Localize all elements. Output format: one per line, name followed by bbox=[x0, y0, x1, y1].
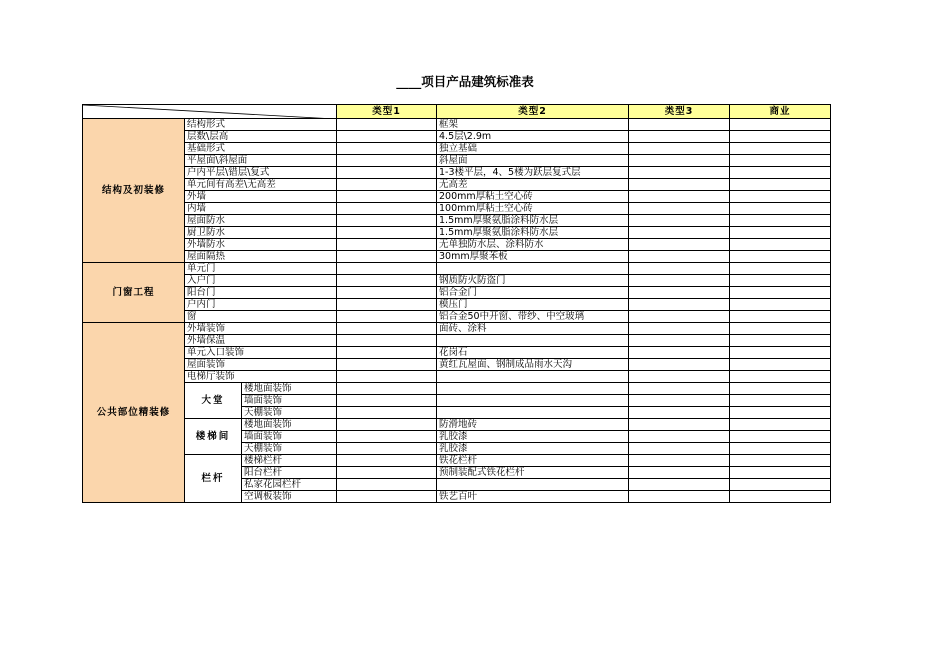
type3-cell bbox=[629, 143, 730, 155]
commercial-cell bbox=[730, 479, 831, 491]
subgroup-label: 大堂 bbox=[185, 383, 242, 419]
type2-cell: 铝合金50中开窗、带纱、中空玻璃 bbox=[437, 311, 629, 323]
item-cell: 外墙 bbox=[185, 191, 337, 203]
type1-cell bbox=[337, 203, 437, 215]
diagonal-line bbox=[83, 105, 335, 119]
type3-cell bbox=[629, 215, 730, 227]
type1-cell bbox=[337, 299, 437, 311]
type1-cell bbox=[337, 359, 437, 371]
type3-cell bbox=[629, 479, 730, 491]
item-cell: 楼梯栏杆 bbox=[242, 455, 337, 467]
table-row bbox=[83, 455, 831, 467]
type3-cell bbox=[629, 359, 730, 371]
type1-cell bbox=[337, 455, 437, 467]
type2-cell: 独立基础 bbox=[437, 143, 629, 155]
item-cell: 单元入口装饰 bbox=[185, 347, 337, 359]
type2-cell: 框架 bbox=[437, 119, 629, 131]
commercial-cell bbox=[730, 143, 831, 155]
item-cell: 层数\层高 bbox=[185, 131, 337, 143]
type1-cell bbox=[337, 263, 437, 275]
category-public: 公共部位精装修 bbox=[83, 323, 185, 503]
type2-cell: 钢质防火防盗门 bbox=[437, 275, 629, 287]
item-cell: 外墙防水 bbox=[185, 239, 337, 251]
commercial-cell bbox=[730, 227, 831, 239]
item-cell: 阳台门 bbox=[185, 287, 337, 299]
item-cell: 楼地面装饰 bbox=[242, 419, 337, 431]
type3-cell bbox=[629, 227, 730, 239]
diagonal-header-cell bbox=[83, 105, 337, 119]
type1-cell bbox=[337, 467, 437, 479]
item-cell: 天棚装饰 bbox=[242, 407, 337, 419]
item-cell: 外墙保温 bbox=[185, 335, 337, 347]
table-row bbox=[83, 227, 831, 239]
type2-cell: 100mm厚粘土空心砖 bbox=[437, 203, 629, 215]
header-type1: 类型1 bbox=[337, 105, 437, 119]
item-cell: 空调板装饰 bbox=[242, 491, 337, 503]
table-row bbox=[83, 311, 831, 323]
commercial-cell bbox=[730, 287, 831, 299]
commercial-cell bbox=[730, 263, 831, 275]
commercial-cell bbox=[730, 467, 831, 479]
type3-cell bbox=[629, 371, 730, 383]
subgroup-label: 栏杆 bbox=[185, 455, 242, 503]
commercial-cell bbox=[730, 347, 831, 359]
commercial-cell bbox=[730, 359, 831, 371]
commercial-cell bbox=[730, 419, 831, 431]
type3-cell bbox=[629, 179, 730, 191]
type2-cell bbox=[437, 335, 629, 347]
type1-cell bbox=[337, 239, 437, 251]
type2-cell bbox=[437, 479, 629, 491]
type1-cell bbox=[337, 251, 437, 263]
type3-cell bbox=[629, 455, 730, 467]
type1-cell bbox=[337, 323, 437, 335]
type2-cell: 面砖、涂料 bbox=[437, 323, 629, 335]
type2-cell: 4.5层\2.9m bbox=[437, 131, 629, 143]
type1-cell bbox=[337, 443, 437, 455]
table-row bbox=[83, 119, 831, 131]
type3-cell bbox=[629, 323, 730, 335]
commercial-cell bbox=[730, 131, 831, 143]
item-cell: 平屋面\斜屋面 bbox=[185, 155, 337, 167]
type3-cell bbox=[629, 167, 730, 179]
type2-cell bbox=[437, 395, 629, 407]
type1-cell bbox=[337, 275, 437, 287]
header-type2: 类型2 bbox=[437, 105, 629, 119]
table-row bbox=[83, 251, 831, 263]
type1-cell bbox=[337, 227, 437, 239]
type1-cell bbox=[337, 119, 437, 131]
commercial-cell bbox=[730, 119, 831, 131]
type1-cell bbox=[337, 491, 437, 503]
table-row bbox=[83, 287, 831, 299]
page-title: ____项目产品建筑标准表 bbox=[396, 74, 534, 89]
type3-cell bbox=[629, 335, 730, 347]
type2-cell: 无单独防水层、涂料防水 bbox=[437, 239, 629, 251]
type1-cell bbox=[337, 419, 437, 431]
table-row bbox=[83, 239, 831, 251]
commercial-cell bbox=[730, 455, 831, 467]
type2-cell: 200mm厚粘土空心砖 bbox=[437, 191, 629, 203]
item-cell: 墙面装饰 bbox=[242, 395, 337, 407]
item-cell: 单元门 bbox=[185, 263, 337, 275]
type3-cell bbox=[629, 263, 730, 275]
type2-cell: 乳胶漆 bbox=[437, 443, 629, 455]
item-cell: 墙面装饰 bbox=[242, 431, 337, 443]
type1-cell bbox=[337, 155, 437, 167]
type3-cell bbox=[629, 275, 730, 287]
commercial-cell bbox=[730, 155, 831, 167]
type2-cell: 斜屋面 bbox=[437, 155, 629, 167]
type3-cell bbox=[629, 395, 730, 407]
type3-cell bbox=[629, 443, 730, 455]
type1-cell bbox=[337, 179, 437, 191]
type2-cell: 防滑地砖 bbox=[437, 419, 629, 431]
type2-cell: 1.5mm厚聚氨脂涂料防水层 bbox=[437, 215, 629, 227]
table-row bbox=[83, 347, 831, 359]
type1-cell bbox=[337, 407, 437, 419]
type3-cell bbox=[629, 491, 730, 503]
commercial-cell bbox=[730, 275, 831, 287]
type3-cell bbox=[629, 119, 730, 131]
commercial-cell bbox=[730, 191, 831, 203]
header-type3: 类型3 bbox=[629, 105, 730, 119]
type2-cell: 30mm厚聚苯板 bbox=[437, 251, 629, 263]
type1-cell bbox=[337, 335, 437, 347]
item-cell: 私家花园栏杆 bbox=[242, 479, 337, 491]
item-cell: 入户门 bbox=[185, 275, 337, 287]
table-row bbox=[83, 335, 831, 347]
type3-cell bbox=[629, 299, 730, 311]
type2-cell bbox=[437, 383, 629, 395]
type1-cell bbox=[337, 371, 437, 383]
item-cell: 内墙 bbox=[185, 203, 337, 215]
type3-cell bbox=[629, 203, 730, 215]
type3-cell bbox=[629, 251, 730, 263]
type3-cell bbox=[629, 311, 730, 323]
type2-cell: 预制装配式铁花栏杆 bbox=[437, 467, 629, 479]
type3-cell bbox=[629, 419, 730, 431]
table-row bbox=[83, 299, 831, 311]
item-cell: 单元间有高差\无高差 bbox=[185, 179, 337, 191]
type2-cell bbox=[437, 263, 629, 275]
item-cell: 屋面装饰 bbox=[185, 359, 337, 371]
commercial-cell bbox=[730, 335, 831, 347]
type2-cell: 铝合金门 bbox=[437, 287, 629, 299]
type1-cell bbox=[337, 479, 437, 491]
item-cell: 结构形式 bbox=[185, 119, 337, 131]
subgroup-label: 楼梯间 bbox=[185, 419, 242, 455]
table-row bbox=[83, 263, 831, 275]
type3-cell bbox=[629, 239, 730, 251]
type3-cell bbox=[629, 467, 730, 479]
commercial-cell bbox=[730, 443, 831, 455]
type3-cell bbox=[629, 131, 730, 143]
commercial-cell bbox=[730, 179, 831, 191]
table-row bbox=[83, 167, 831, 179]
commercial-cell bbox=[730, 299, 831, 311]
commercial-cell bbox=[730, 323, 831, 335]
table-row bbox=[83, 155, 831, 167]
commercial-cell bbox=[730, 371, 831, 383]
item-cell: 天棚装饰 bbox=[242, 443, 337, 455]
type3-cell bbox=[629, 431, 730, 443]
item-cell: 阳台栏杆 bbox=[242, 467, 337, 479]
header-commercial: 商业 bbox=[730, 105, 831, 119]
commercial-cell bbox=[730, 215, 831, 227]
item-cell: 基础形式 bbox=[185, 143, 337, 155]
header-row bbox=[83, 105, 831, 119]
item-cell: 电梯厅装饰 bbox=[185, 371, 337, 383]
type2-cell: 铁艺百叶 bbox=[437, 491, 629, 503]
commercial-cell bbox=[730, 167, 831, 179]
type2-cell: 乳胶漆 bbox=[437, 431, 629, 443]
type1-cell bbox=[337, 143, 437, 155]
type1-cell bbox=[337, 191, 437, 203]
item-cell: 外墙装饰 bbox=[185, 323, 337, 335]
commercial-cell bbox=[730, 311, 831, 323]
item-cell: 户内平层\错层\复式 bbox=[185, 167, 337, 179]
table-row bbox=[83, 215, 831, 227]
commercial-cell bbox=[730, 431, 831, 443]
commercial-cell bbox=[730, 203, 831, 215]
type1-cell bbox=[337, 431, 437, 443]
type2-cell: 无高差 bbox=[437, 179, 629, 191]
item-cell: 屋面隔热 bbox=[185, 251, 337, 263]
table-row bbox=[83, 203, 831, 215]
item-cell: 户内门 bbox=[185, 299, 337, 311]
type1-cell bbox=[337, 287, 437, 299]
item-cell: 楼地面装饰 bbox=[242, 383, 337, 395]
type2-cell: 1-3楼平层，4、5楼为跃层复式层 bbox=[437, 167, 629, 179]
table-row bbox=[83, 131, 831, 143]
building-standard-table bbox=[82, 104, 831, 503]
commercial-cell bbox=[730, 251, 831, 263]
type3-cell bbox=[629, 155, 730, 167]
type3-cell bbox=[629, 287, 730, 299]
type1-cell bbox=[337, 167, 437, 179]
table-row bbox=[83, 323, 831, 335]
type3-cell bbox=[629, 347, 730, 359]
category-doors: 门窗工程 bbox=[83, 263, 185, 323]
commercial-cell bbox=[730, 491, 831, 503]
type2-cell: 花岗石 bbox=[437, 347, 629, 359]
type2-cell: 1.5mm厚聚氨脂涂料防水层 bbox=[437, 227, 629, 239]
table-row bbox=[83, 143, 831, 155]
table-row bbox=[83, 371, 831, 383]
table-row bbox=[83, 383, 831, 395]
type1-cell bbox=[337, 383, 437, 395]
type1-cell bbox=[337, 311, 437, 323]
type1-cell bbox=[337, 215, 437, 227]
commercial-cell bbox=[730, 383, 831, 395]
table-row bbox=[83, 359, 831, 371]
type3-cell bbox=[629, 383, 730, 395]
commercial-cell bbox=[730, 407, 831, 419]
type1-cell bbox=[337, 131, 437, 143]
item-cell: 屋面防水 bbox=[185, 215, 337, 227]
type2-cell: 铁花栏杆 bbox=[437, 455, 629, 467]
table-row bbox=[83, 419, 831, 431]
type3-cell bbox=[629, 191, 730, 203]
type2-cell bbox=[437, 407, 629, 419]
type3-cell bbox=[629, 407, 730, 419]
type2-cell: 黄红瓦屋面、钢制成品雨水天沟 bbox=[437, 359, 629, 371]
type1-cell bbox=[337, 347, 437, 359]
type2-cell bbox=[437, 371, 629, 383]
commercial-cell bbox=[730, 395, 831, 407]
table-row bbox=[83, 191, 831, 203]
type2-cell: 模压门 bbox=[437, 299, 629, 311]
commercial-cell bbox=[730, 239, 831, 251]
category-structure: 结构及初装修 bbox=[83, 119, 185, 263]
item-cell: 厨卫防水 bbox=[185, 227, 337, 239]
table-row bbox=[83, 275, 831, 287]
table-row bbox=[83, 179, 831, 191]
item-cell: 窗 bbox=[185, 311, 337, 323]
type1-cell bbox=[337, 395, 437, 407]
